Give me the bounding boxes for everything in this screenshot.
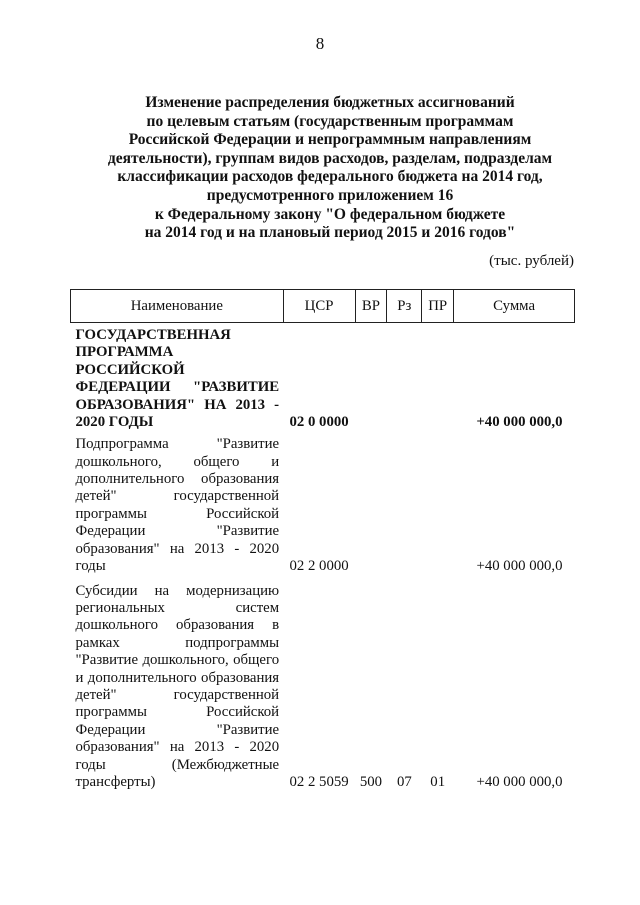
title-line: к Федеральному закону "О федеральном бюджете [154, 205, 506, 223]
budget-table [70, 289, 575, 791]
row-csr: 02 0 0000 [289, 414, 349, 431]
header-sum: Сумма [454, 290, 575, 323]
row-sum: +40 000 000,0 [476, 558, 563, 575]
title-line: на 2014 год и на плановый период 2015 и 2016 годов" [144, 224, 516, 242]
row-rz [387, 431, 422, 575]
page-number: 8 [315, 34, 325, 53]
header-pr: ПР [422, 290, 454, 323]
units-label: (тыс. рублей) [489, 253, 574, 269]
row-pr: 01 [430, 774, 446, 791]
document-title [80, 94, 580, 243]
row-name: Субсидии на модернизацию региональных систем дошкольного образования в рамках подпрограммы "Развитие дошкольного, общего и дополнительного образования детей" государственной программы Российской Федерации "Развитие образования" на 2013 - 2020 годы (Межбюджетные трансферты) [75, 582, 280, 791]
row-vr [355, 323, 387, 432]
row-name: ГОСУДАРСТВЕННАЯ ПРОГРАММА РОССИЙСКОЙ ФЕДЕРАЦИИ "РАЗВИТИЕ ОБРАЗОВАНИЯ" НА 2013 - 2020 ГОДЫ [75, 327, 280, 431]
row-pr [422, 323, 454, 432]
table-row [71, 323, 575, 432]
row-vr: 500 [359, 774, 383, 791]
title-line: Российской Федерации и непрограммным направлениям [128, 131, 532, 149]
table-row [71, 575, 575, 791]
header-rz: Рз [387, 290, 422, 323]
header-csr: ЦСР [283, 290, 355, 323]
row-vr [355, 431, 387, 575]
table-header-row [71, 290, 575, 323]
title-line: деятельности), группам видов расходов, разделам, подразделам [107, 149, 553, 167]
table-row [71, 431, 575, 575]
header-vr: ВР [355, 290, 387, 323]
title-line: Изменение распределения бюджетных ассигнований [145, 94, 515, 111]
header-name: Наименование [71, 290, 284, 323]
title-line: по целевым статьям (государственным программам [146, 112, 514, 130]
row-rz: 07 [396, 774, 412, 791]
title-line: предусмотренного приложением 16 [206, 186, 454, 204]
row-sum: +40 000 000,0 [476, 774, 563, 791]
row-pr [422, 431, 454, 575]
row-csr: 02 2 0000 [289, 558, 349, 575]
row-sum: +40 000 000,0 [476, 414, 563, 431]
row-csr: 02 2 5059 [289, 774, 349, 791]
row-name: Подпрограмма "Развитие дошкольного, общего и дополнительного образования детей" государственной программы Российской Федерации "Развитие образования" на 2013 - 2020 годы [75, 436, 280, 575]
title-line: классификации расходов федерального бюджета на 2014 год, [117, 168, 543, 186]
row-rz [387, 323, 422, 432]
